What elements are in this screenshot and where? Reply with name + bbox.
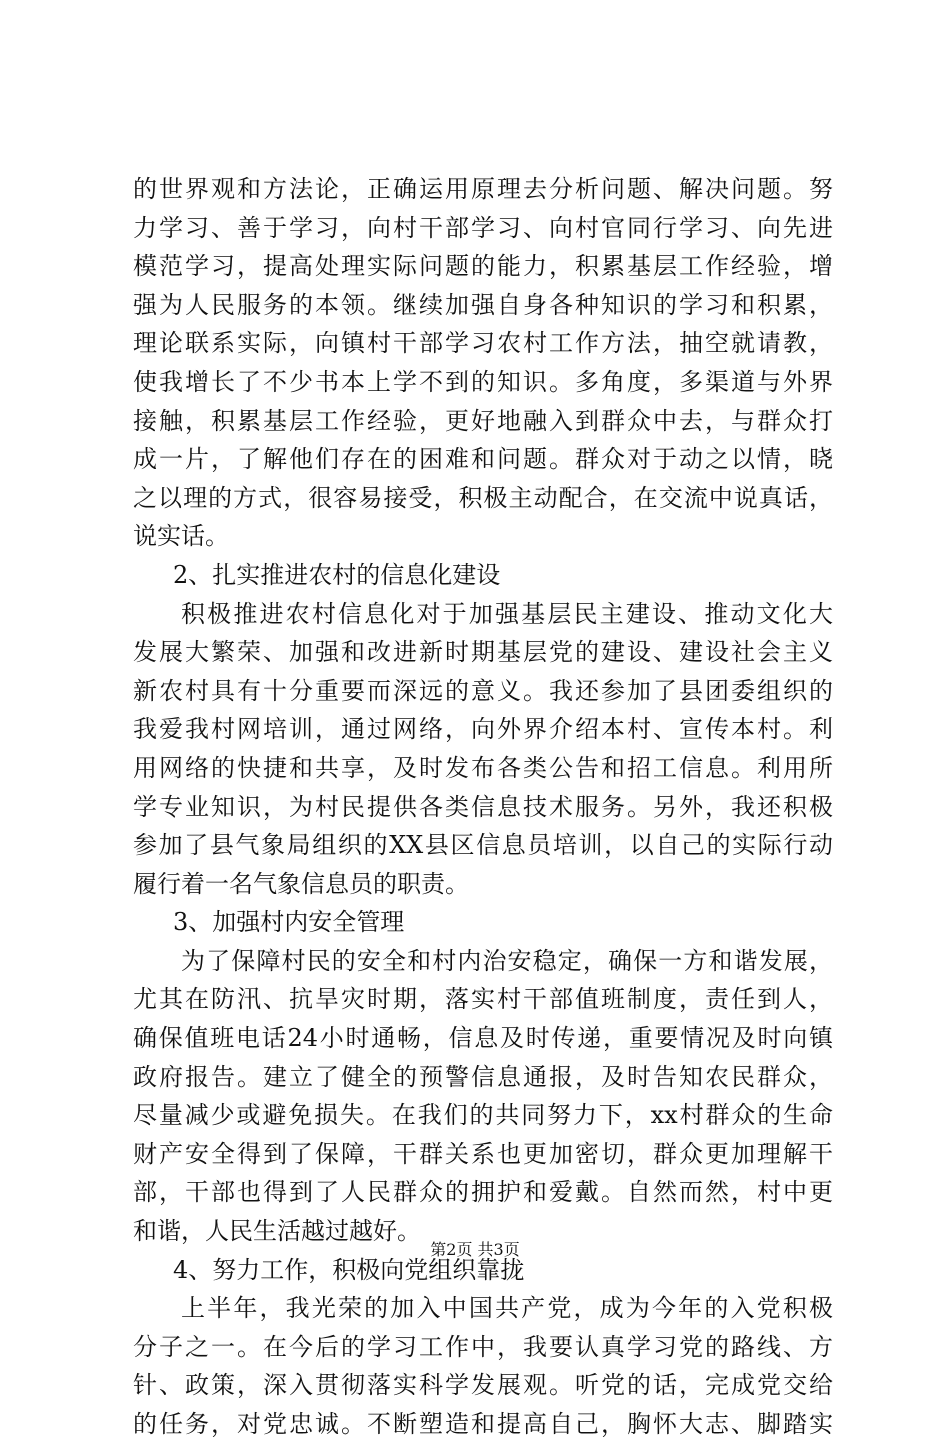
body-line: 强为人民服务的本领。继续加强自身各种知识的学习和积累，	[133, 290, 833, 319]
body-line: 模范学习，提高处理实际问题的能力，积累基层工作经验，增	[133, 252, 833, 281]
body-line: 财产安全得到了保障，干群关系也更加密切，群众更加理解干	[133, 1139, 833, 1168]
body-line: 成一片，了解他们存在的困难和问题。群众对于动之以情，晓	[133, 445, 833, 474]
body-line: 参加了县气象局组织的XX县区信息员培训，以自己的实际行动	[133, 831, 833, 860]
body-line: 之以理的方式，很容易接受，积极主动配合，在交流中说真话，	[133, 483, 833, 512]
body-line: 尽量减少或避免损失。在我们的共同努力下，xx村群众的生命	[133, 1101, 833, 1130]
body-line: 的世界观和方法论，正确运用原理去分析问题、解决问题。努	[133, 175, 833, 203]
body-line: 确保值班电话24小时通畅，信息及时传递，重要情况及时向镇	[133, 1024, 833, 1053]
body-line: 接触，积累基层工作经验，更好地融入到群众中去，与群众打	[133, 406, 833, 435]
body-line: 分子之一。在今后的学习工作中，我要认真学习党的路线、方	[133, 1332, 833, 1361]
body-line: 尤其在防汛、抗旱灾时期，落实村干部值班制度，责任到人，	[133, 985, 833, 1014]
paragraph-first-line: 为了保障村民的安全和村内治安稳定，确保一方和谐发展，	[181, 946, 833, 975]
body-line: 部，干部也得到了人民群众的拥护和爱戴。自然而然，村中更	[133, 1178, 833, 1207]
body-line: 用网络的快捷和共享，及时发布各类公告和招工信息。利用所	[133, 753, 833, 782]
body-line: 发展大繁荣、加强和改进新时期基层党的建设、建设社会主义	[133, 638, 833, 667]
page-footer: 第2页 共3页	[430, 1240, 520, 1259]
body-line: 新农村具有十分重要而深远的意义。我还参加了县团委组织的	[133, 676, 833, 705]
section-heading: 2、扎实推进农村的信息化建设	[173, 560, 501, 589]
body-line: 学专业知识，为村民提供各类信息技术服务。另外，我还积极	[133, 792, 833, 821]
body-line: 针、政策，深入贯彻落实科学发展观。听党的话，完成党交给	[133, 1371, 833, 1400]
paragraph-first-line: 上半年，我光荣的加入中国共产党，成为今年的入党积极	[181, 1294, 833, 1323]
section-heading: 3、加强村内安全管理	[173, 908, 405, 937]
paragraph-first-line: 积极推进农村信息化对于加强基层民主建设、推动文化大	[181, 599, 833, 628]
body-line: 使我增长了不少书本上学不到的知识。多角度，多渠道与外界	[133, 367, 833, 396]
body-line: 说实话。	[133, 522, 229, 551]
body-line: 政府报告。建立了健全的预警信息通报，及时告知农民群众，	[133, 1062, 833, 1091]
body-line: 和谐，人民生活越过越好。	[133, 1217, 421, 1246]
body-line: 我爱我村网培训，通过网络，向外界介绍本村、宣传本村。利	[133, 715, 833, 744]
body-line: 的任务，对党忠诚。不断塑造和提高自己，胸怀大志、脚踏实	[133, 1410, 833, 1438]
body-line: 履行着一名气象信息员的职责。	[133, 869, 469, 898]
body-line: 力学习、善于学习，向村干部学习、向村官同行学习、向先进	[133, 213, 833, 242]
body-line: 理论联系实际，向镇村干部学习农村工作方法，抽空就请教，	[133, 329, 833, 358]
section-heading: 4、努力工作，积极向党组织靠拢	[173, 1255, 525, 1284]
